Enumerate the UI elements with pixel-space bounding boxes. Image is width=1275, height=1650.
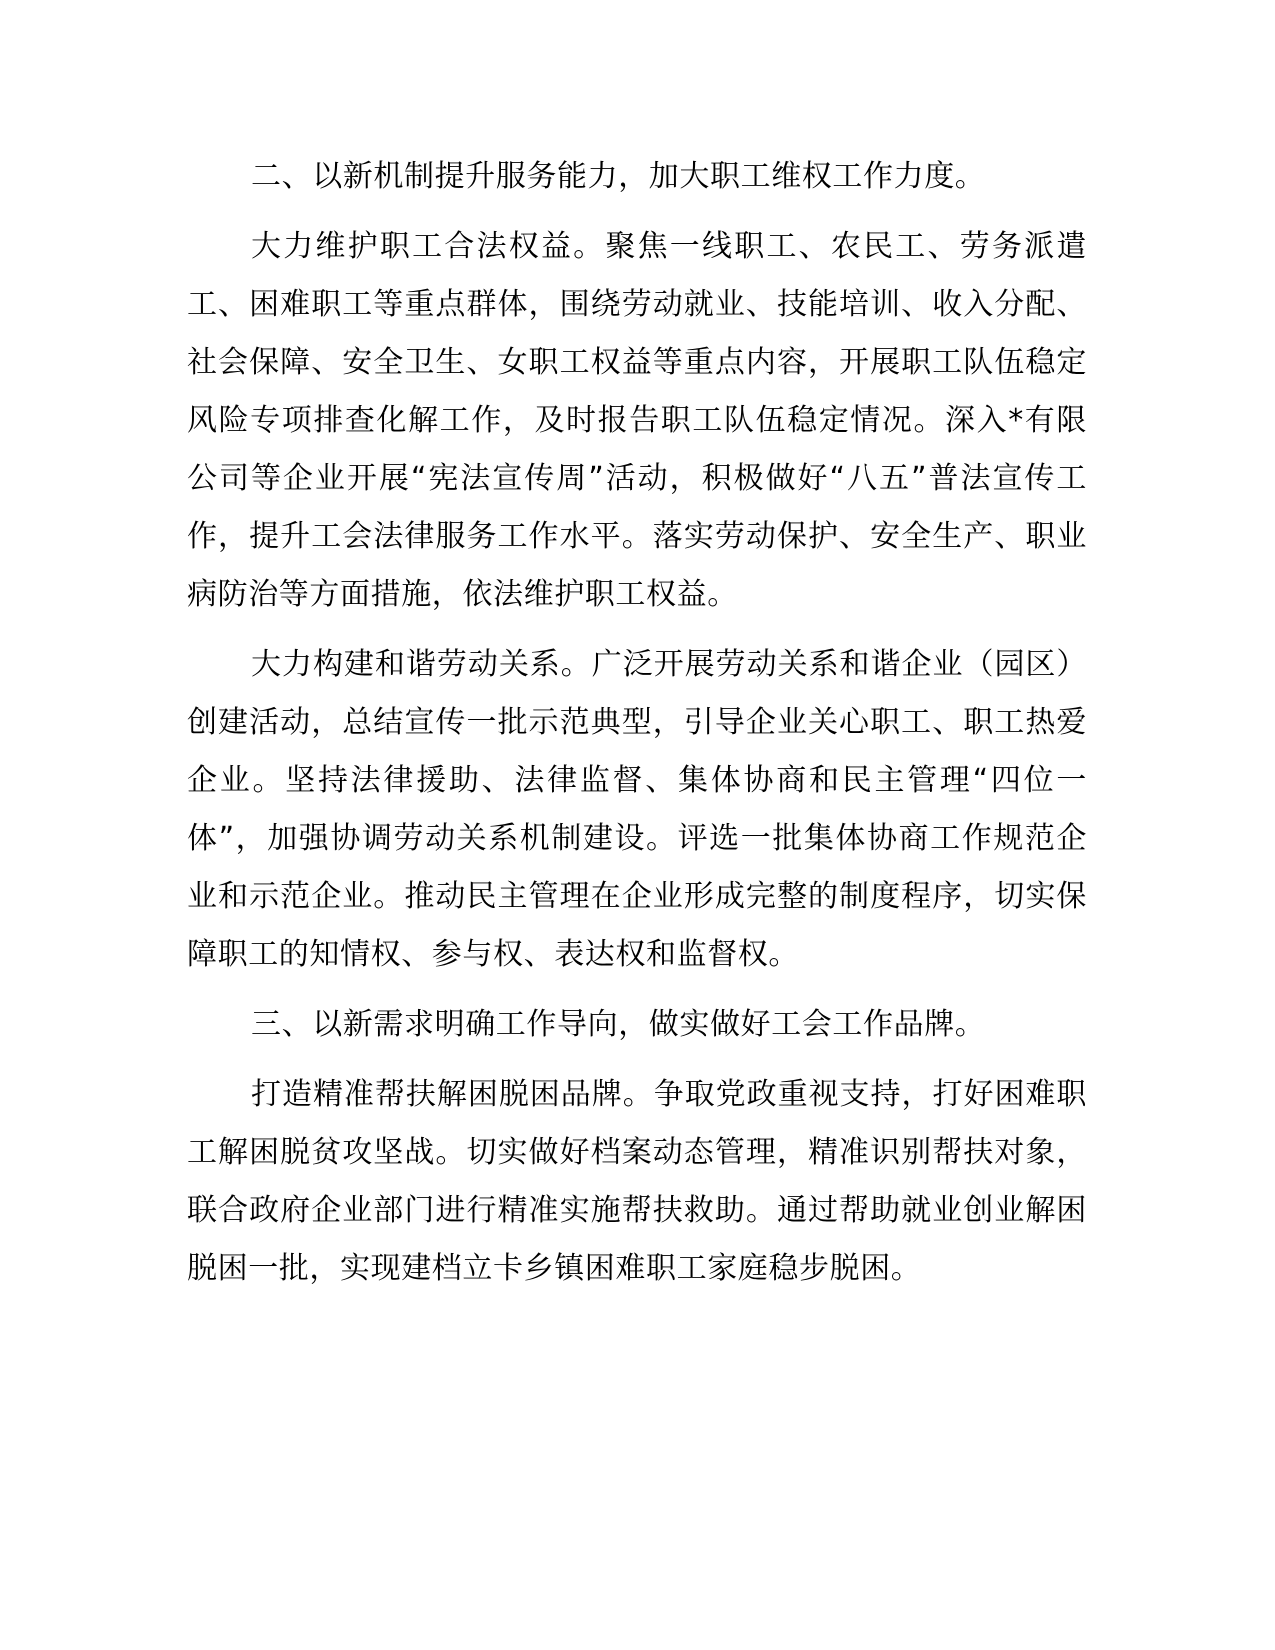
- section-heading-2: 二、以新机制提升服务能力，加大职工维权工作力度。: [251, 159, 986, 194]
- paragraph-rights-protection: 大力维护职工合法权益。聚焦一线职工、农民工、劳务派遣工、困难职工等重点群体，围绕劳动就业、技能培训、收入分配、社会保障、安全卫生、女职工权益等重点内容，开展职工队伍稳定风险专项排查化解工作，及时报告职工队伍稳定情况。深入*有限公司等企业开展“宪法宣传周”活动，积极做好“八五”普法宣传工作，提升工会法律服务工作水平。落实劳动保护、安全生产、职业病防治等方面措施，依法维护职工权益。: [187, 229, 1087, 612]
- document-page: [187, 148, 1087, 1310]
- section-heading-3: 三、以新需求明确工作导向，做实做好工会工作品牌。: [251, 1007, 986, 1042]
- paragraph-labor-relations: 大力构建和谐劳动关系。广泛开展劳动关系和谐企业（园区）创建活动，总结宣传一批示范典型，引导企业关心职工、职工热爱企业。坚持法律援助、法律监督、集体协商和民主管理“四位一体”，加强协调劳动关系机制建设。评选一批集体协商工作规范企业和示范企业。推动民主管理在企业形成完整的制度程序，切实保障职工的知情权、参与权、表达权和监督权。: [187, 647, 1087, 972]
- paragraph-poverty-relief: 打造精准帮扶解困脱困品牌。争取党政重视支持，打好困难职工解困脱贫攻坚战。切实做好档案动态管理，精准识别帮扶对象，联合政府企业部门进行精准实施帮扶救助。通过帮助就业创业解困脱困一批，实现建档立卡乡镇困难职工家庭稳步脱困。: [187, 1077, 1087, 1286]
